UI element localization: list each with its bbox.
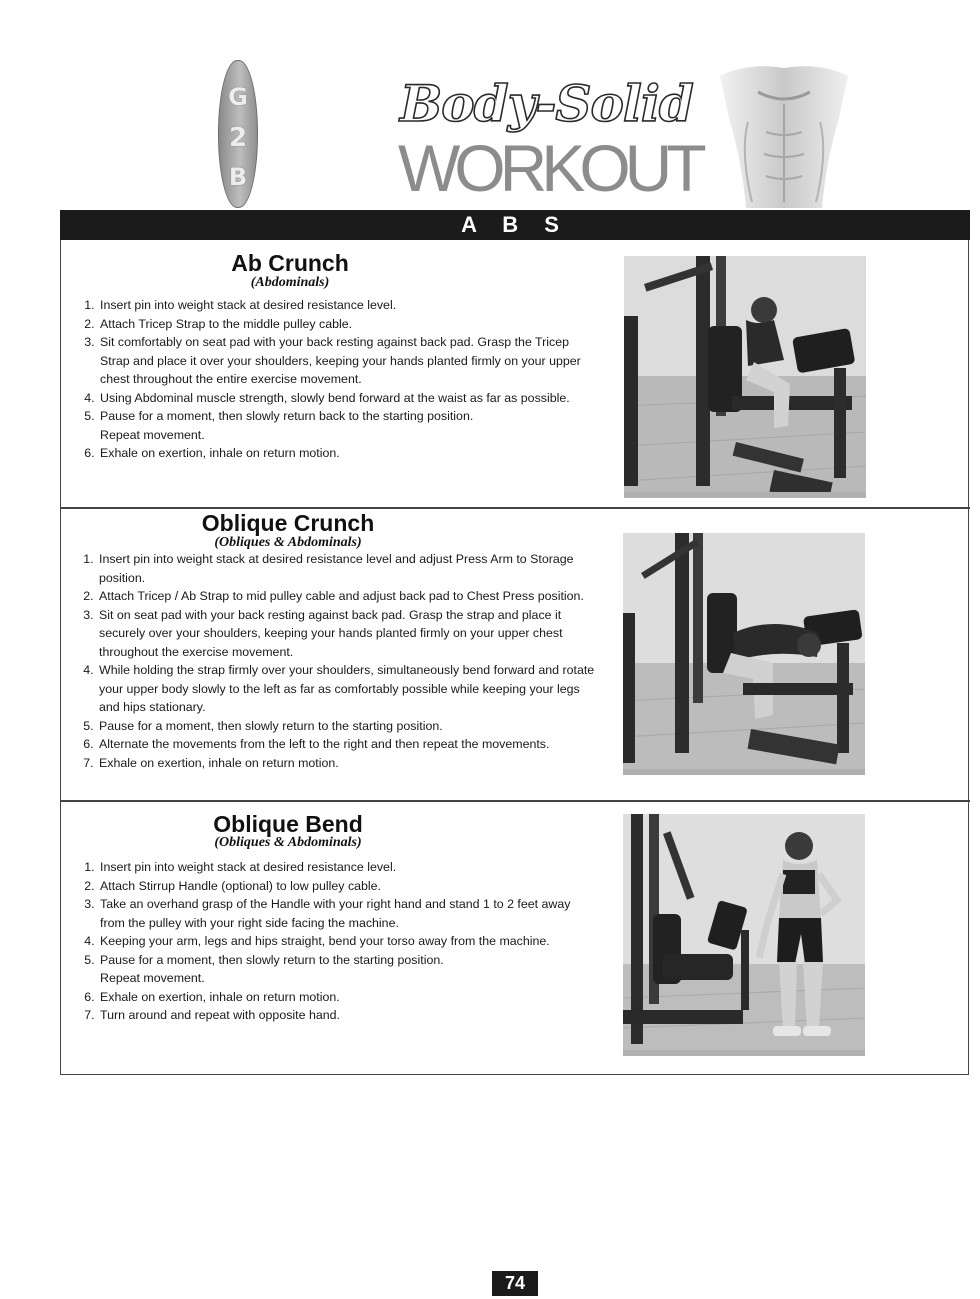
exercise-title-oblique-crunch: Oblique Crunch (201, 510, 375, 536)
exercise-steps (78, 858, 598, 1025)
step-item: 3. Take an overhand grasp of the Handle with your right hand and stand 1 to 2 feet away from the pulley with your right side facing the machine. (98, 895, 598, 932)
exercise-title-oblique-bend: Oblique Bend (213, 811, 363, 837)
exercise-steps (77, 550, 597, 772)
step-item: 7. Exhale on exertion, inhale on return motion. (97, 754, 597, 773)
exercise-subtitle: (Obliques & Abdominals) (214, 535, 362, 550)
panel-divider (60, 507, 970, 509)
step-item: 4. Keeping your arm, legs and hips straight, bend your torso away from the machine. (98, 932, 598, 951)
exercise-title-ab-crunch: Ab Crunch (231, 250, 349, 276)
brand-script-logo: Body-Solid (400, 74, 693, 133)
page-number: 74 (492, 1271, 538, 1296)
panel-divider (60, 800, 970, 802)
step-item: 4. Using Abdominal muscle strength, slowly bend forward at the waist as far as possible. (98, 389, 598, 408)
step-item: 3. Sit on seat pad with your back resting against back pad. Grasp the strap and place it securely over your shoulders, keeping your hands planted firmly on your upper chest throughout the exercise movement. (97, 606, 597, 662)
oblique-bend-photo (623, 814, 865, 1056)
step-item: 2. Attach Tricep Strap to the middle pulley cable. (98, 315, 598, 334)
brand-workout-title: WORKOUT (398, 131, 701, 205)
step-item: 7. Turn around and repeat with opposite hand. (98, 1006, 598, 1025)
step-item: 3. Sit comfortably on seat pad with your back resting against back pad. Grasp the Tricep Strap and place it over your shoulders, keeping your hands planted firmly on your upper chest throughout the entire exercise movement. (98, 333, 598, 389)
step-item: 1. Insert pin into weight stack at desired resistance level. (98, 296, 598, 315)
step-item: 1. Insert pin into weight stack at desired resistance level and adjust Press Arm to Storage position. (97, 550, 597, 587)
exercise-steps (78, 296, 598, 463)
step-item: 5. Pause for a moment, then slowly return to the starting position. (97, 717, 597, 736)
step-item: 6. Exhale on exertion, inhale on return motion. (98, 988, 598, 1007)
g2b-logo (218, 60, 258, 208)
exercise-subtitle: (Obliques & Abdominals) (214, 835, 362, 850)
logo-letter-2: 2 (228, 123, 248, 153)
oblique-crunch-photo (623, 533, 865, 775)
step-item: 5. Pause for a moment, then slowly return back to the starting position. Repeat movement. (98, 407, 598, 444)
logo-letter-b: B (228, 163, 248, 191)
section-header-abs: A B S (60, 210, 970, 240)
step-item: 6. Exhale on exertion, inhale on return motion. (98, 444, 598, 463)
step-item: 6. Alternate the movements from the left to the right and then repeat the movements. (97, 735, 597, 754)
logo-letter-g: G (228, 83, 248, 111)
step-item: 4. While holding the strap firmly over your shoulders, simultaneously bend forward and rotate your upper body slowly to the left as far as comfortably possible while keeping your legs and hips stationary. (97, 661, 597, 717)
exercise-subtitle: (Abdominals) (250, 275, 330, 290)
step-item: 2. Attach Stirrup Handle (optional) to low pulley cable. (98, 877, 598, 896)
step-item: 5. Pause for a moment, then slowly return to the starting position. Repeat movement. (98, 951, 598, 988)
step-item: 1. Insert pin into weight stack at desired resistance level. (98, 858, 598, 877)
torso-photo (718, 62, 850, 208)
step-item: 2. Attach Tricep / Ab Strap to mid pulley cable and adjust back pad to Chest Press position. (97, 587, 597, 606)
ab-crunch-photo (624, 256, 866, 498)
